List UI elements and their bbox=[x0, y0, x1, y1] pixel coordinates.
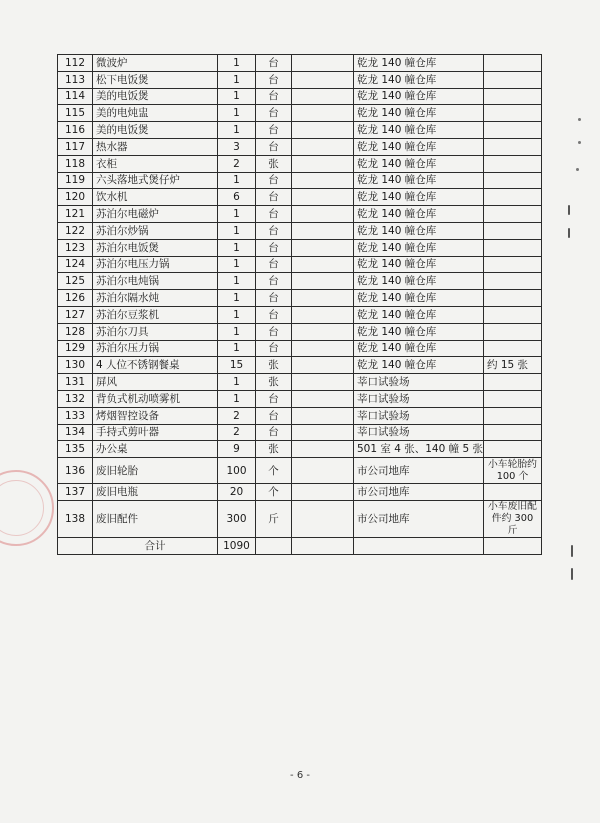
remark bbox=[484, 374, 542, 391]
remark bbox=[484, 407, 542, 424]
empty-cell bbox=[292, 357, 354, 374]
empty-cell bbox=[256, 537, 292, 554]
row-number: 125 bbox=[58, 273, 93, 290]
storage-location: 乾龙 140 幢仓库 bbox=[354, 105, 484, 122]
table-row bbox=[58, 222, 542, 239]
empty-cell bbox=[292, 172, 354, 189]
margin-dot bbox=[578, 118, 581, 121]
storage-location: 乾龙 140 幢仓库 bbox=[354, 206, 484, 223]
item-unit: 台 bbox=[256, 189, 292, 206]
empty-cell bbox=[292, 458, 354, 484]
item-quantity: 300 bbox=[218, 500, 256, 537]
row-number: 138 bbox=[58, 500, 93, 537]
empty-cell bbox=[292, 323, 354, 340]
remark: 小车废旧配件约 300 斤 bbox=[484, 500, 542, 537]
empty-cell bbox=[292, 122, 354, 139]
table-row bbox=[58, 390, 542, 407]
item-unit: 台 bbox=[256, 105, 292, 122]
table-row bbox=[58, 273, 542, 290]
row-number: 133 bbox=[58, 407, 93, 424]
empty-cell bbox=[292, 138, 354, 155]
remark bbox=[484, 441, 542, 458]
row-number: 112 bbox=[58, 55, 93, 72]
row-number: 115 bbox=[58, 105, 93, 122]
item-quantity: 1 bbox=[218, 88, 256, 105]
item-name: 废旧配件 bbox=[93, 500, 218, 537]
item-quantity: 1 bbox=[218, 71, 256, 88]
storage-location: 市公司地库 bbox=[354, 500, 484, 537]
item-name: 苏泊尔电炖锅 bbox=[93, 273, 218, 290]
item-quantity: 2 bbox=[218, 407, 256, 424]
row-number: 134 bbox=[58, 424, 93, 441]
remark bbox=[484, 71, 542, 88]
item-unit: 个 bbox=[256, 484, 292, 501]
remark bbox=[484, 105, 542, 122]
empty-cell bbox=[292, 290, 354, 307]
table-row bbox=[58, 306, 542, 323]
row-number: 124 bbox=[58, 256, 93, 273]
item-quantity: 1 bbox=[218, 340, 256, 357]
item-name: 苏泊尔隔水炖 bbox=[93, 290, 218, 307]
item-unit: 台 bbox=[256, 222, 292, 239]
total-label: 合计 bbox=[93, 537, 218, 554]
table-row bbox=[58, 357, 542, 374]
row-number: 127 bbox=[58, 306, 93, 323]
item-quantity: 20 bbox=[218, 484, 256, 501]
storage-location: 乾龙 140 幢仓库 bbox=[354, 155, 484, 172]
item-name: 美的电饭煲 bbox=[93, 122, 218, 139]
item-quantity: 1 bbox=[218, 105, 256, 122]
storage-location: 莘口试验场 bbox=[354, 424, 484, 441]
item-unit: 台 bbox=[256, 306, 292, 323]
row-number: 126 bbox=[58, 290, 93, 307]
remark bbox=[484, 424, 542, 441]
empty-cell bbox=[292, 484, 354, 501]
remark bbox=[484, 273, 542, 290]
empty-cell bbox=[292, 105, 354, 122]
item-name: 松下电饭煲 bbox=[93, 71, 218, 88]
page-number: - 6 - bbox=[290, 770, 310, 781]
empty-cell bbox=[292, 306, 354, 323]
storage-location: 乾龙 140 幢仓库 bbox=[354, 88, 484, 105]
storage-location: 乾龙 140 幢仓库 bbox=[354, 306, 484, 323]
storage-location: 莘口试验场 bbox=[354, 407, 484, 424]
item-unit: 台 bbox=[256, 138, 292, 155]
item-unit: 台 bbox=[256, 424, 292, 441]
item-name: 美的电饭煲 bbox=[93, 88, 218, 105]
item-quantity: 1 bbox=[218, 55, 256, 72]
table-row bbox=[58, 374, 542, 391]
empty-cell bbox=[484, 537, 542, 554]
item-unit: 个 bbox=[256, 458, 292, 484]
item-quantity: 1 bbox=[218, 273, 256, 290]
item-unit: 台 bbox=[256, 206, 292, 223]
item-unit: 台 bbox=[256, 256, 292, 273]
row-number: 122 bbox=[58, 222, 93, 239]
row-number: 116 bbox=[58, 122, 93, 139]
row-number: 128 bbox=[58, 323, 93, 340]
item-name: 热水器 bbox=[93, 138, 218, 155]
item-unit: 张 bbox=[256, 357, 292, 374]
item-name: 六头落地式煲仔炉 bbox=[93, 172, 218, 189]
item-name: 背负式机动喷雾机 bbox=[93, 390, 218, 407]
table-row bbox=[58, 458, 542, 484]
remark bbox=[484, 122, 542, 139]
item-name: 苏泊尔豆浆机 bbox=[93, 306, 218, 323]
row-number: 121 bbox=[58, 206, 93, 223]
item-quantity: 1 bbox=[218, 390, 256, 407]
item-unit: 台 bbox=[256, 323, 292, 340]
item-name: 苏泊尔刀具 bbox=[93, 323, 218, 340]
item-quantity: 2 bbox=[218, 155, 256, 172]
item-quantity: 1 bbox=[218, 239, 256, 256]
table-row bbox=[58, 424, 542, 441]
table-row bbox=[58, 138, 542, 155]
item-quantity: 15 bbox=[218, 357, 256, 374]
table-row bbox=[58, 206, 542, 223]
storage-location: 乾龙 140 幢仓库 bbox=[354, 239, 484, 256]
remark: 小车轮胎约 100 个 bbox=[484, 458, 542, 484]
table-row bbox=[58, 290, 542, 307]
staple-mark bbox=[571, 545, 573, 557]
table-row bbox=[58, 256, 542, 273]
remark bbox=[484, 390, 542, 407]
row-number: 114 bbox=[58, 88, 93, 105]
empty-cell bbox=[292, 155, 354, 172]
remark: 约 15 张 bbox=[484, 357, 542, 374]
remark bbox=[484, 88, 542, 105]
table-row bbox=[58, 407, 542, 424]
storage-location: 乾龙 140 幢仓库 bbox=[354, 357, 484, 374]
item-quantity: 1 bbox=[218, 222, 256, 239]
item-name: 饮水机 bbox=[93, 189, 218, 206]
remark bbox=[484, 323, 542, 340]
item-quantity: 2 bbox=[218, 424, 256, 441]
empty-cell bbox=[292, 500, 354, 537]
table-row bbox=[58, 500, 542, 537]
table-row bbox=[58, 441, 542, 458]
item-name: 4 人位不锈钢餐桌 bbox=[93, 357, 218, 374]
staple-mark bbox=[568, 228, 570, 238]
storage-location: 乾龙 140 幢仓库 bbox=[354, 55, 484, 72]
storage-location: 乾龙 140 幢仓库 bbox=[354, 172, 484, 189]
item-unit: 台 bbox=[256, 88, 292, 105]
storage-location: 501 室 4 张、140 幢 5 张 bbox=[354, 441, 484, 458]
table-row bbox=[58, 172, 542, 189]
item-name: 苏泊尔压力锅 bbox=[93, 340, 218, 357]
remark bbox=[484, 306, 542, 323]
item-unit: 台 bbox=[256, 122, 292, 139]
item-name: 废旧轮胎 bbox=[93, 458, 218, 484]
staple-mark bbox=[568, 205, 570, 215]
item-quantity: 1 bbox=[218, 374, 256, 391]
item-quantity: 1 bbox=[218, 323, 256, 340]
storage-location: 莘口试验场 bbox=[354, 374, 484, 391]
item-unit: 台 bbox=[256, 407, 292, 424]
empty-cell bbox=[292, 88, 354, 105]
table-row bbox=[58, 484, 542, 501]
item-unit: 台 bbox=[256, 55, 292, 72]
margin-dot bbox=[576, 168, 579, 171]
row-number: 129 bbox=[58, 340, 93, 357]
table-row bbox=[58, 155, 542, 172]
table-row bbox=[58, 105, 542, 122]
item-unit: 台 bbox=[256, 390, 292, 407]
row-number: 136 bbox=[58, 458, 93, 484]
row-number: 117 bbox=[58, 138, 93, 155]
item-unit: 台 bbox=[256, 71, 292, 88]
item-unit: 台 bbox=[256, 239, 292, 256]
empty-cell bbox=[292, 256, 354, 273]
empty-cell bbox=[292, 441, 354, 458]
row-number: 131 bbox=[58, 374, 93, 391]
empty-cell bbox=[292, 424, 354, 441]
storage-location: 乾龙 140 幢仓库 bbox=[354, 222, 484, 239]
total-row bbox=[58, 537, 542, 554]
empty-cell bbox=[292, 206, 354, 223]
remark bbox=[484, 206, 542, 223]
remark bbox=[484, 239, 542, 256]
remark bbox=[484, 172, 542, 189]
table-row bbox=[58, 239, 542, 256]
item-name: 废旧电瓶 bbox=[93, 484, 218, 501]
row-number: 135 bbox=[58, 441, 93, 458]
remark bbox=[484, 256, 542, 273]
empty-cell bbox=[292, 537, 354, 554]
item-unit: 斤 bbox=[256, 500, 292, 537]
total-quantity: 1090 bbox=[218, 537, 256, 554]
empty-cell bbox=[292, 273, 354, 290]
item-name: 苏泊尔电磁炉 bbox=[93, 206, 218, 223]
item-name: 衣柜 bbox=[93, 155, 218, 172]
empty-cell bbox=[292, 71, 354, 88]
item-quantity: 1 bbox=[218, 290, 256, 307]
empty-cell bbox=[292, 222, 354, 239]
remark bbox=[484, 484, 542, 501]
asset-inventory-table bbox=[57, 54, 542, 555]
table-row bbox=[58, 340, 542, 357]
row-number: 119 bbox=[58, 172, 93, 189]
item-quantity: 1 bbox=[218, 206, 256, 223]
item-quantity: 1 bbox=[218, 256, 256, 273]
remark bbox=[484, 290, 542, 307]
empty-cell bbox=[292, 239, 354, 256]
remark bbox=[484, 55, 542, 72]
item-quantity: 1 bbox=[218, 306, 256, 323]
item-name: 苏泊尔电压力锅 bbox=[93, 256, 218, 273]
item-quantity: 1 bbox=[218, 172, 256, 189]
item-quantity: 1 bbox=[218, 122, 256, 139]
row-number: 132 bbox=[58, 390, 93, 407]
item-unit: 张 bbox=[256, 374, 292, 391]
empty-cell bbox=[292, 390, 354, 407]
item-name: 办公桌 bbox=[93, 441, 218, 458]
item-quantity: 100 bbox=[218, 458, 256, 484]
item-unit: 张 bbox=[256, 441, 292, 458]
margin-dot bbox=[578, 141, 581, 144]
item-unit: 台 bbox=[256, 273, 292, 290]
empty-cell bbox=[58, 537, 93, 554]
storage-location: 乾龙 140 幢仓库 bbox=[354, 273, 484, 290]
empty-cell bbox=[292, 189, 354, 206]
red-seal-stamp bbox=[0, 470, 54, 546]
empty-cell bbox=[354, 537, 484, 554]
empty-cell bbox=[292, 340, 354, 357]
empty-cell bbox=[292, 374, 354, 391]
row-number: 118 bbox=[58, 155, 93, 172]
remark bbox=[484, 340, 542, 357]
storage-location: 乾龙 140 幢仓库 bbox=[354, 138, 484, 155]
storage-location: 莘口试验场 bbox=[354, 390, 484, 407]
item-name: 美的电炖盅 bbox=[93, 105, 218, 122]
item-name: 微波炉 bbox=[93, 55, 218, 72]
item-name: 屏风 bbox=[93, 374, 218, 391]
table-row bbox=[58, 323, 542, 340]
empty-cell bbox=[292, 55, 354, 72]
item-quantity: 9 bbox=[218, 441, 256, 458]
remark bbox=[484, 138, 542, 155]
storage-location: 乾龙 140 幢仓库 bbox=[354, 340, 484, 357]
table-row bbox=[58, 189, 542, 206]
item-unit: 台 bbox=[256, 340, 292, 357]
remark bbox=[484, 189, 542, 206]
row-number: 120 bbox=[58, 189, 93, 206]
row-number: 130 bbox=[58, 357, 93, 374]
storage-location: 乾龙 140 幢仓库 bbox=[354, 323, 484, 340]
table-row bbox=[58, 71, 542, 88]
row-number: 137 bbox=[58, 484, 93, 501]
storage-location: 乾龙 140 幢仓库 bbox=[354, 71, 484, 88]
item-unit: 张 bbox=[256, 155, 292, 172]
storage-location: 市公司地库 bbox=[354, 458, 484, 484]
storage-location: 乾龙 140 幢仓库 bbox=[354, 122, 484, 139]
item-name: 苏泊尔电饭煲 bbox=[93, 239, 218, 256]
table-row bbox=[58, 55, 542, 72]
storage-location: 乾龙 140 幢仓库 bbox=[354, 189, 484, 206]
table-row bbox=[58, 122, 542, 139]
item-name: 手持式剪叶器 bbox=[93, 424, 218, 441]
table-row bbox=[58, 88, 542, 105]
item-name: 苏泊尔炒锅 bbox=[93, 222, 218, 239]
row-number: 113 bbox=[58, 71, 93, 88]
storage-location: 乾龙 140 幢仓库 bbox=[354, 256, 484, 273]
storage-location: 乾龙 140 幢仓库 bbox=[354, 290, 484, 307]
staple-mark bbox=[571, 568, 573, 580]
remark bbox=[484, 222, 542, 239]
storage-location: 市公司地库 bbox=[354, 484, 484, 501]
item-name: 烤烟智控设备 bbox=[93, 407, 218, 424]
row-number: 123 bbox=[58, 239, 93, 256]
empty-cell bbox=[292, 407, 354, 424]
item-quantity: 3 bbox=[218, 138, 256, 155]
item-quantity: 6 bbox=[218, 189, 256, 206]
item-unit: 台 bbox=[256, 172, 292, 189]
remark bbox=[484, 155, 542, 172]
item-unit: 台 bbox=[256, 290, 292, 307]
